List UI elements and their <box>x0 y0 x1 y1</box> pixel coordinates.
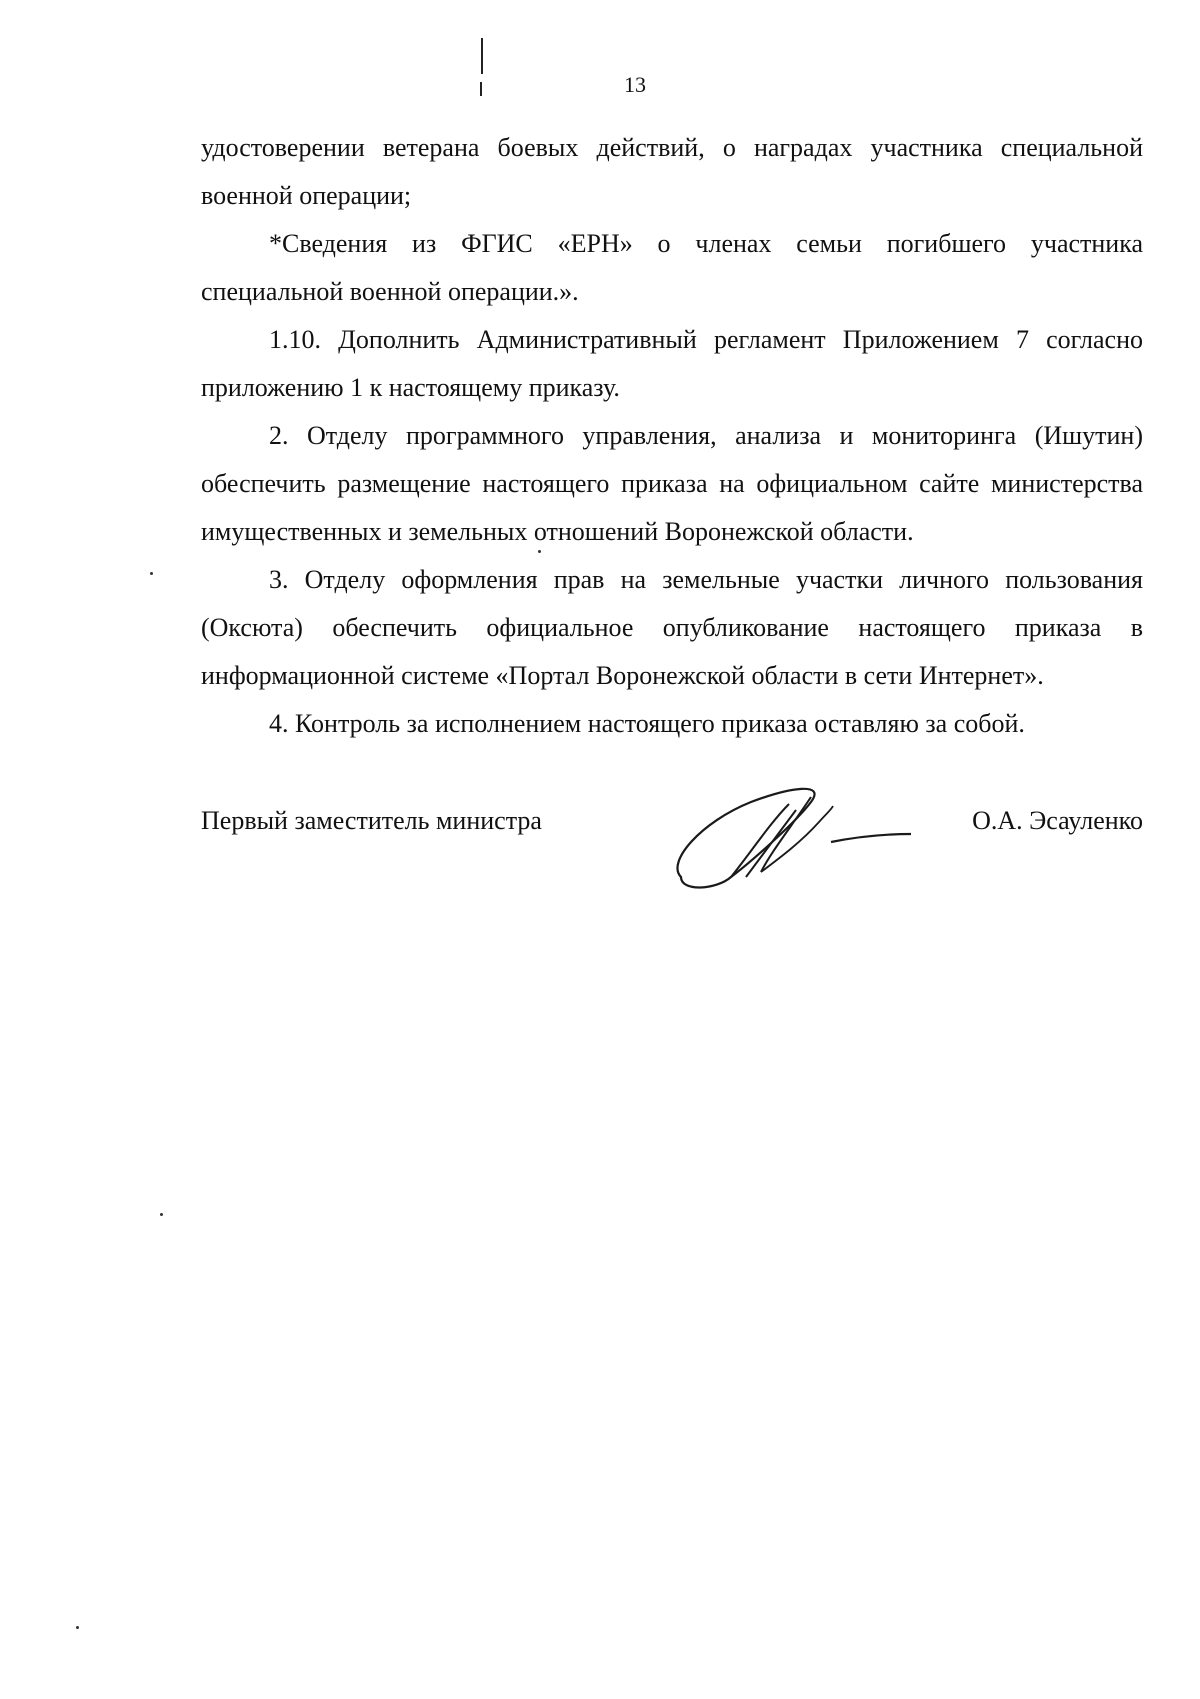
paragraph-text: 4. Контроль за исполнением настоящего приказа оставляю за собой. <box>269 709 1025 738</box>
scan-dot <box>160 1213 163 1216</box>
signature-block <box>201 802 1143 912</box>
page-number: 13 <box>624 72 646 97</box>
paragraph-text: удостоверении ветерана боевых действий, о наградах участника специальной военной операции; <box>201 133 1143 210</box>
paragraph-text: 3. Отделу оформления прав на земельные участки личного пользования (Оксюта) обеспечить официальное опубликование настоящего приказа в информационной системе «Портал Воронежской области в сети Интернет». <box>201 565 1143 690</box>
paragraph-text: *Сведения из ФГИС «ЕРН» о членах семьи погибшего участника специальной военной операции.». <box>201 229 1143 306</box>
paragraph-text: 1.10. Дополнить Административный регламент Приложением 7 согласно приложению 1 к настоящему приказу. <box>201 325 1143 402</box>
body-text <box>201 124 1143 748</box>
paragraph-text: 2. Отделу программного управления, анализа и мониторинга (Ишутин) обеспечить размещение настоящего приказа на официальном сайте министерства имущественных и земельных отношений Воронежской области. <box>201 421 1143 546</box>
paragraph-item-4 <box>201 700 1143 748</box>
paragraph-ern-info <box>201 220 1143 316</box>
paragraph-item-2 <box>201 412 1143 556</box>
paragraph-item-3 <box>201 556 1143 700</box>
scan-dot <box>150 572 153 575</box>
paragraph-item-1-10 <box>201 316 1143 412</box>
signatory-position: Первый заместитель министра <box>201 806 542 835</box>
scan-dot <box>76 1626 79 1629</box>
signatory-name: О.А. Эсауленко <box>972 806 1143 835</box>
handwritten-signature-icon <box>661 782 931 902</box>
paragraph-continuation <box>201 124 1143 220</box>
scan-mark-line <box>481 38 483 74</box>
